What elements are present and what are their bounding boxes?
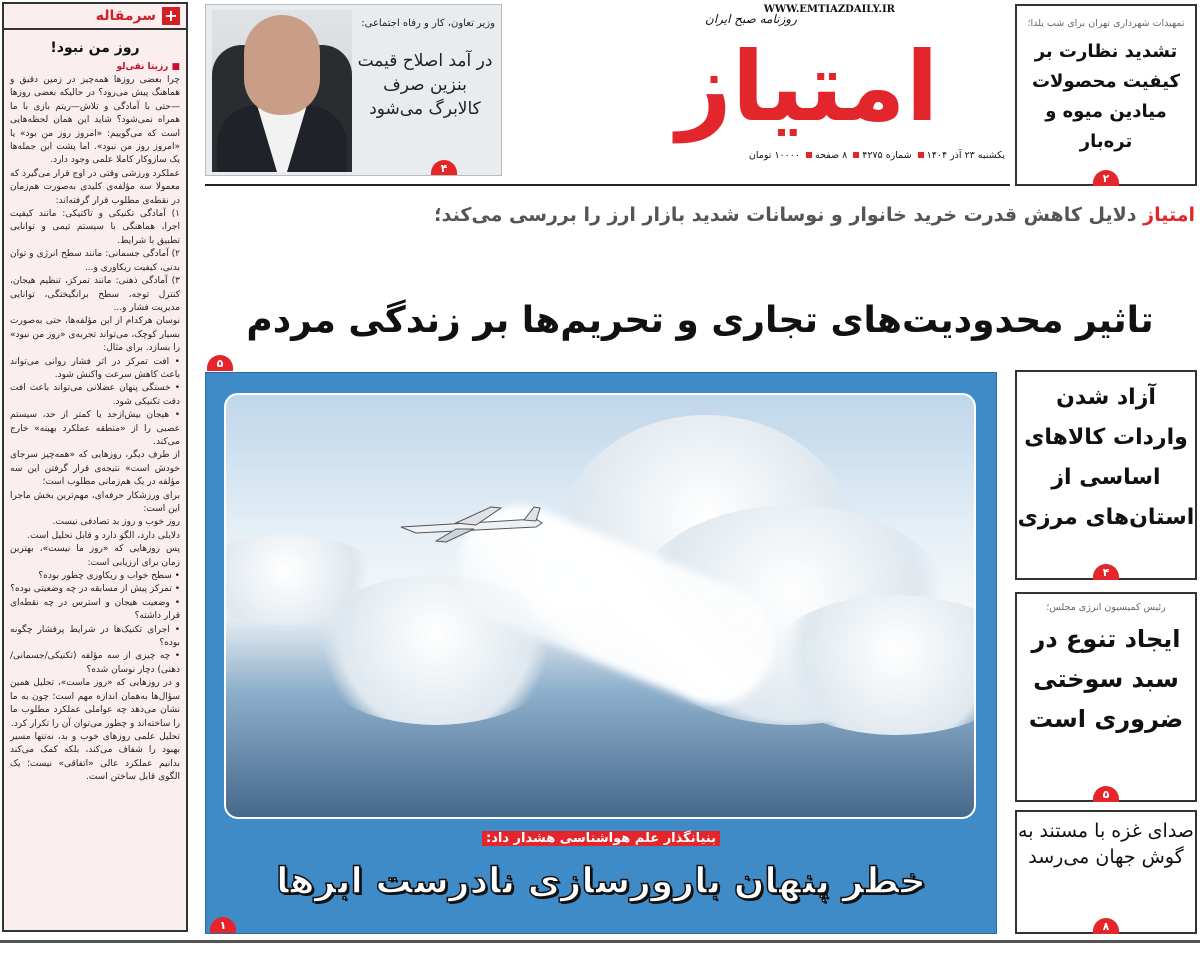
imports-story[interactable] [1015, 370, 1197, 580]
story-title: ایجاد تنوع در سبد سوختی ضروری است [1028, 625, 1184, 733]
page-badge: ۲ [1093, 170, 1119, 186]
editorial-paragraph: تحلیل علمی روزهای خوب و بد، نه‌تنها مسیر بهبود را شفاف می‌کند، بلکه کمک می‌کند بدانیم عملکرد عالی «اتفاقی» نیست؛ یک الگوی قابل ساختن است. [10, 731, 180, 783]
issue-price: ۱۰۰۰۰ تومان [748, 150, 800, 161]
cloud-seeding-photo [224, 393, 976, 819]
editorial-paragraph: از طرف دیگر، روزهایی که «همه‌چیز سرجای خودش است» نتیجه‌ی قرار گرفتن این سه مؤلفه در یک هم‌زمانی مطلوب است؛ [10, 450, 180, 488]
lead-kicker [205, 204, 1195, 226]
kicker-brand: امتیاز [1143, 204, 1195, 226]
editorial-title: روز من نبود! [50, 40, 140, 56]
editorial-paragraph: روز خوب و روز بد تصادفی نیست. [52, 517, 180, 528]
editorial-paragraph: دلایلی دارد، الگو دارد و قابل تحلیل است. [27, 530, 180, 541]
page-badge: ۵ [1093, 786, 1119, 802]
story-title: خطر پنهان بارورسازی نادرست ابرها [276, 861, 926, 902]
story-kicker: وزیر تعاون، کار و رفاه اجتماعی: [361, 18, 495, 29]
editorial-paragraph: ۱) آمادگی تکنیکی و تاکتیکی: مانند کیفیت اجرا، هماهنگی با سیستم تیمی و توانایی تطبیق با شرایط. [10, 209, 180, 246]
editorial-paragraph: • افت تمرکز در اثر فشار روانی می‌تواند باعث کاهش سرعت واکنش شود. [10, 356, 180, 380]
editorial-author: ■ رزیتا نقی‌لو [116, 62, 180, 72]
minister-story[interactable] [205, 4, 502, 176]
editorial-body [4, 72, 186, 787]
editorial-paragraph: • خستگی پنهان عضلانی می‌تواند باعث افت دقت تکنیکی شود. [10, 383, 180, 407]
fuel-story[interactable] [1015, 592, 1197, 802]
editorial-paragraph: • چه چیزی از سه مؤلفه (تکنیکی/جسمانی/ذهنی) دچار نوسان شده؟ [10, 651, 180, 675]
masthead-logo: امتیاز [676, 31, 939, 143]
story-title: صدای غزه با مستند به گوش جهان می‌رسد [1018, 820, 1194, 868]
author-name: رزیتا نقی‌لو [116, 62, 169, 72]
editorial-paragraph: عملکرد ورزشی وقتی در اوج قرار می‌گیرد که معمولا سه مؤلفه‌ی کلیدی به‌صورت هم‌زمان در نقطه‌ی مطلوب قرار گرفته‌اند: [10, 168, 180, 206]
story-kicker: تمهیدات شهرداری تهران برای شب یلدا؛ [1027, 18, 1185, 29]
gaza-story[interactable] [1015, 810, 1197, 934]
editorial-header [4, 4, 186, 30]
editorial-paragraph: • سطح خواب و ریکاوری چطور بوده؟ [38, 571, 180, 582]
plus-icon: + [162, 7, 180, 25]
issue-date: یکشنبه ۲۳ آذر ۱۴۰۴ [926, 150, 1005, 161]
editorial-paragraph: • وضعیت هیجان و استرس در چه نقطه‌ای قرار داشته؟ [10, 597, 180, 622]
page-badge: ۴ [1093, 564, 1119, 580]
minister-photo [212, 10, 352, 172]
divider [205, 184, 1010, 186]
section-label: سرمقاله [95, 8, 156, 24]
page-badge: ۴ [431, 160, 457, 176]
editorial-paragraph: • تمرکز پیش از مسابقه در چه وضعیتی بوده؟ [10, 584, 180, 595]
story-kicker [206, 831, 996, 846]
yalda-story[interactable] [1015, 4, 1197, 186]
lead-headline[interactable]: تاثیر محدودیت‌های تجاری و تحریم‌ها بر زندگی مردم [246, 300, 1154, 341]
editorial-paragraph: و در روزهایی که «روز ماست»، تحلیل همین سؤال‌ها به‌همان اندازه مهم است؛ چون به ما نشان می‌دهد چه عواملی عملکرد مطلوب ما را ساخته‌اند و چطور می‌توان آن را تکرار کرد. [10, 678, 180, 729]
story-title: آزاد شدن واردات کالاهای اساسی از استان‌های مرزی [1017, 385, 1195, 530]
editorial-paragraph: چرا بعضی روزها همه‌چیز در زمین دقیق و هماهنگ پیش می‌رود؟ در حالیکه بعضی روزها—حتی با آمادگی و تلاش—ریتم بازی با ما همراه نمی‌شود؟ شاید این همان لحظه‌هایی است که می‌گوییم: «امروز روز من بود» یا «امروز روز من نبود». اما پشت این جمله‌ها یک سازوکار کاملا علمی وجود دارد. [10, 75, 180, 166]
issue-info [749, 150, 1005, 161]
story-title: در آمد اصلاح قیمت بنزین صرف کالابرگ می‌شود [357, 51, 493, 119]
editorial-paragraph: ۳) آمادگی ذهنی: مانند تمرکز، تنظیم هیجان، کنترل توجه، سطح برانگیختگی، توانایی مدیریت فشار و... [10, 276, 180, 313]
divider [0, 940, 1200, 943]
issue-pages: ۸ صفحه [814, 150, 848, 161]
editorial-paragraph: برای ورزشکار حرفه‌ای، مهم‌ترین بخش ماجرا این است: [10, 490, 180, 514]
airplane-icon [396, 505, 546, 545]
editorial-paragraph: پس روزهایی که «روز ما نیست»، بهترین زمان برای ارزیابی است: [10, 544, 180, 568]
editorial-paragraph: • اجرای تکنیک‌ها در شرایط پرفشار چگونه بوده؟ [10, 624, 180, 649]
editorial-paragraph: نوسان هرکدام از این مؤلفه‌ها، حتی به‌صورت بسیار کوچک، می‌تواند تجربه‌ی «روز من نبود» را بسازد. برای مثال: [10, 316, 180, 354]
editorial-column [2, 2, 188, 932]
issue-number: شماره ۴۲۷۵ [862, 150, 912, 161]
page-badge: ۱ [210, 917, 236, 933]
page-badge: ۸ [1093, 918, 1119, 934]
editorial-paragraph: ۲) آمادگی جسمانی: مانند سطح انرژی و توان بدنی، کیفیت ریکاوری و... [10, 249, 180, 273]
page-badge: ۵ [207, 355, 233, 371]
story-title: تشدید نظارت بر کیفیت محصولات میادین میوه و تره‌بار [1031, 41, 1181, 152]
kicker-text: بنیانگذار علم هواشناسی هشدار داد: [482, 831, 720, 846]
editorial-paragraph: • هیجان بیش‌ازحد یا کمتر از حد، سیستم عصبی را از «منطقه عملکرد بهینه» خارج می‌کند. [10, 410, 180, 447]
masthead-subtitle: روزنامه صبح ایران [705, 12, 797, 26]
kicker-text: دلایل کاهش قدرت خرید خانوار و نوسانات شدید بازار ارز را بررسی می‌کند؛ [434, 204, 1144, 226]
cloud-seeding-story[interactable] [205, 372, 997, 934]
story-kicker: رئیس کمیسیون انرژی مجلس؛ [1046, 602, 1166, 613]
masthead [610, 0, 1005, 168]
masthead-url: WWW.EMTIAZDAILY.IR [763, 4, 895, 15]
